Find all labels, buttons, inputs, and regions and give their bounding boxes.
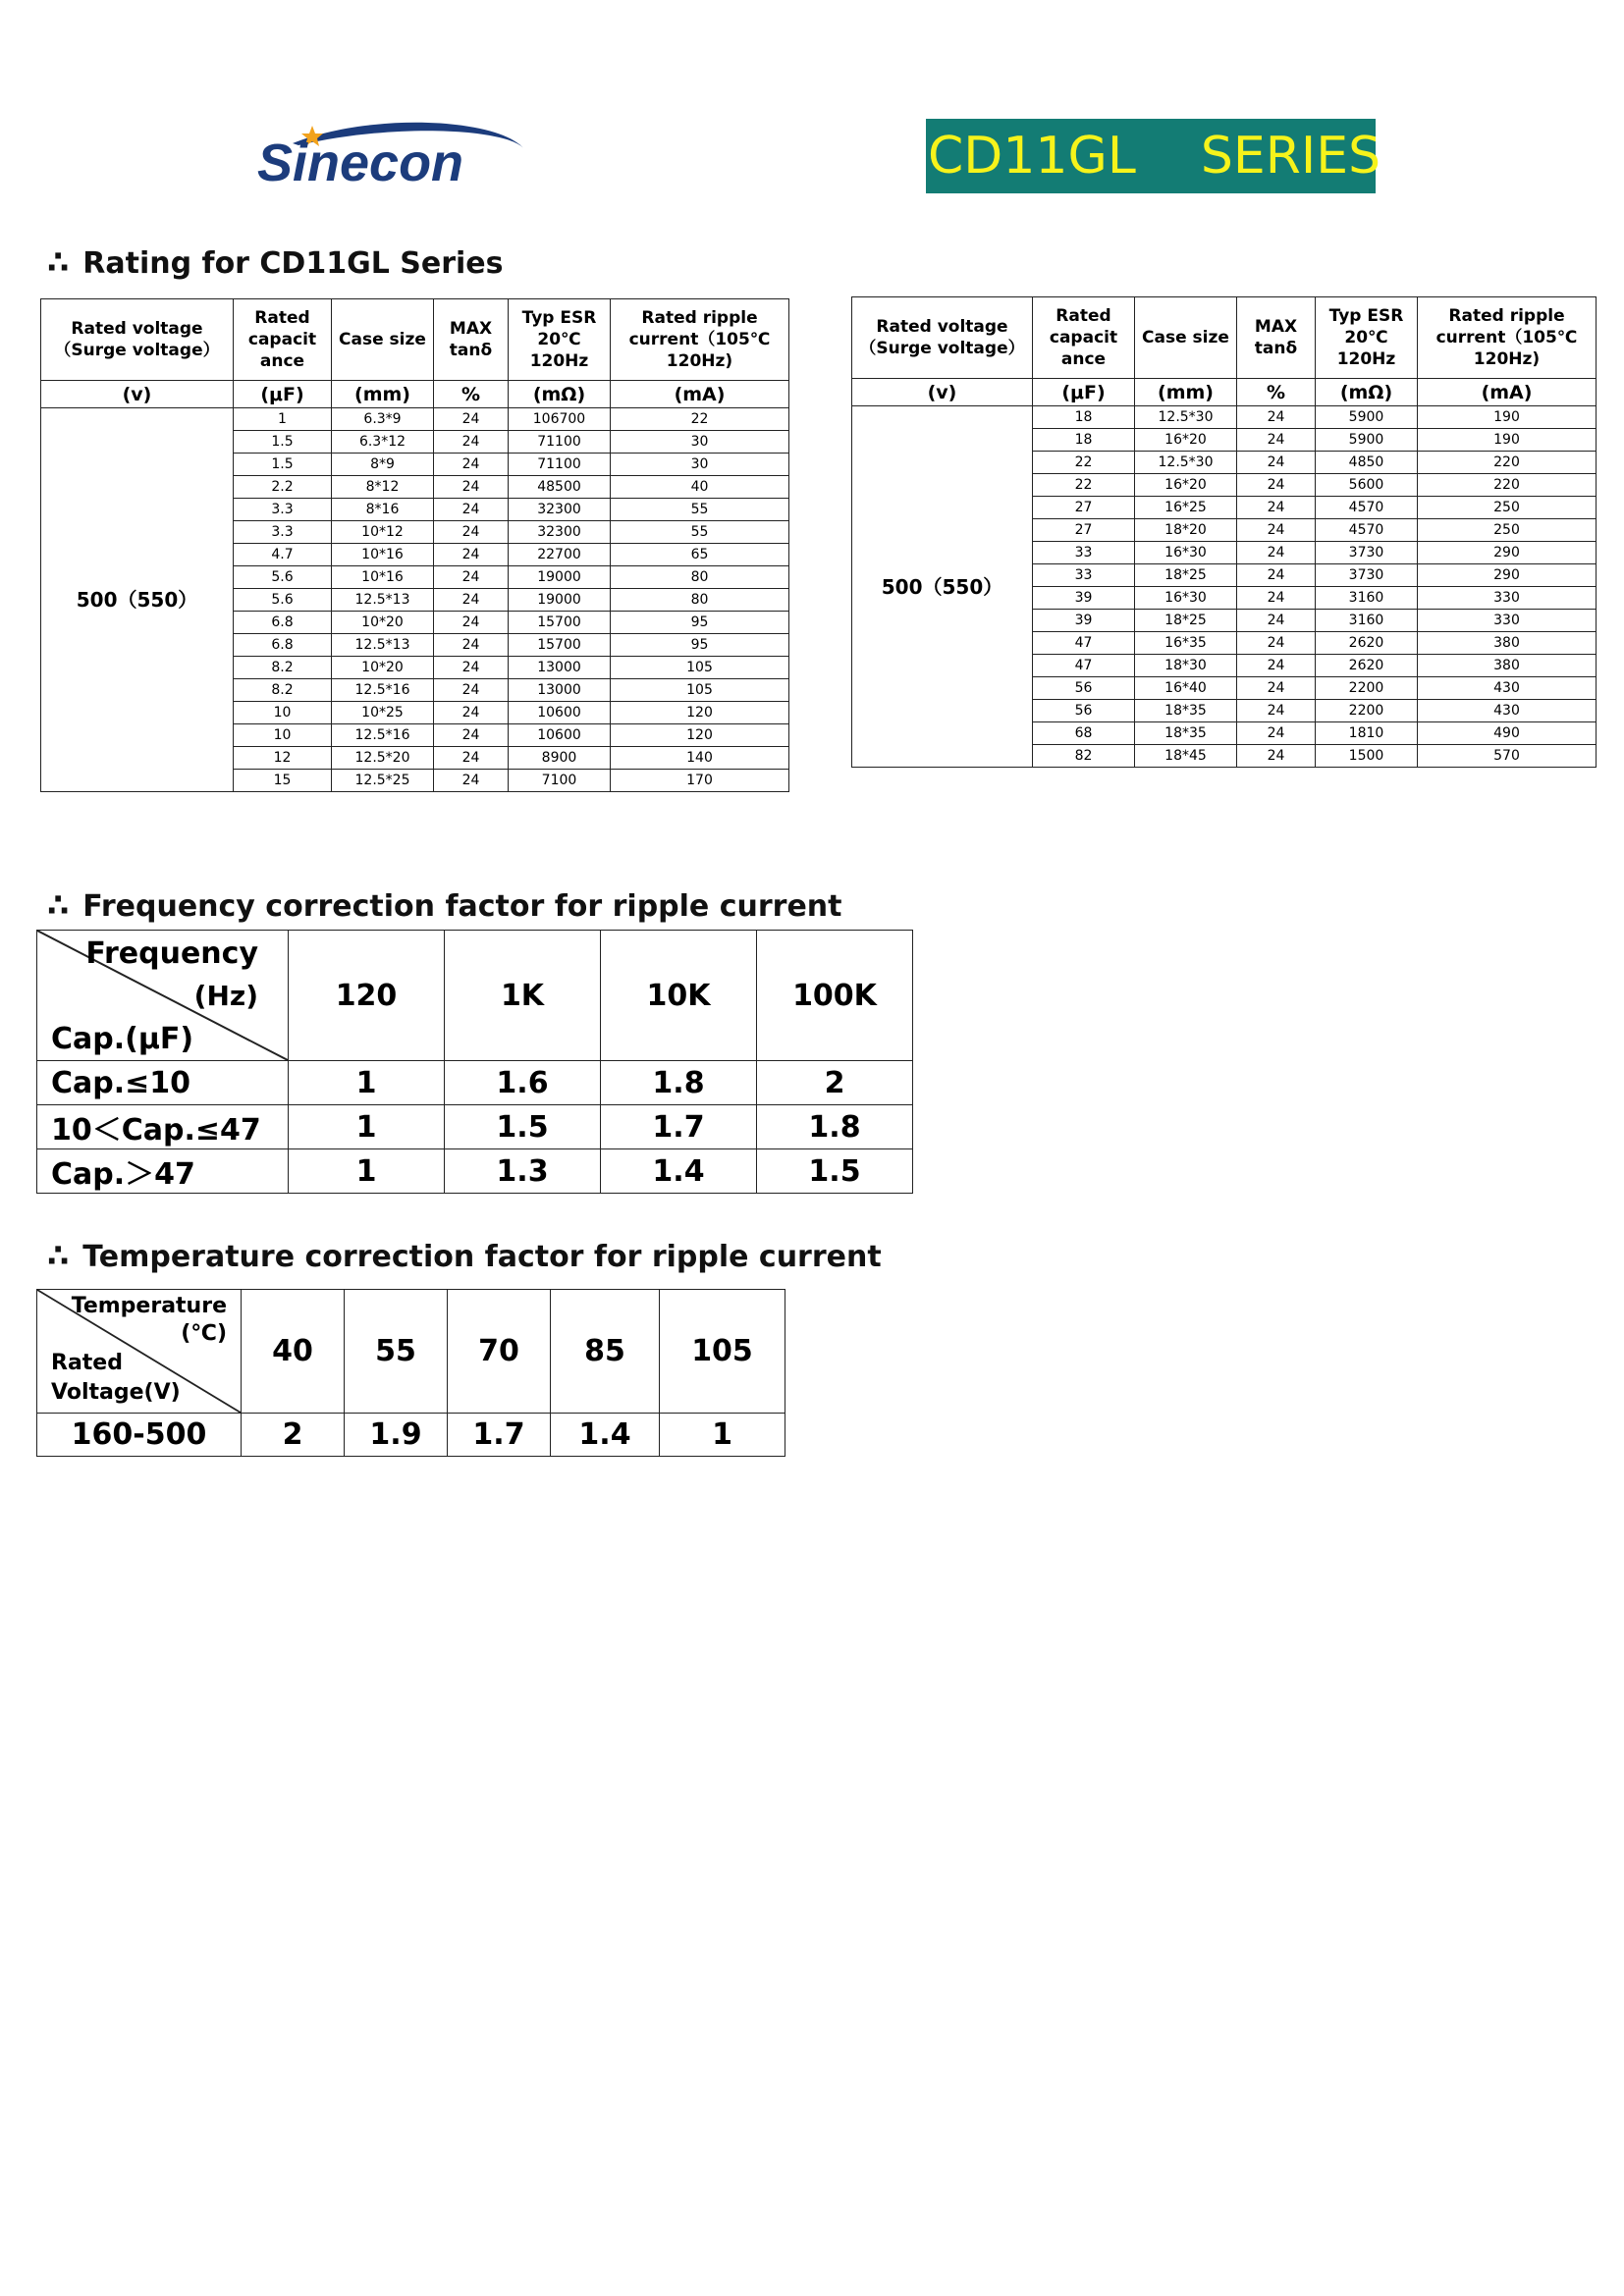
- table-cell: 16*20: [1135, 429, 1237, 452]
- table-cell: 8900: [509, 747, 611, 770]
- table-cell: 12.5*25: [332, 770, 434, 792]
- unit-cell: (v): [41, 381, 234, 408]
- table-cell: 18*25: [1135, 564, 1237, 587]
- table-cell: 2620: [1316, 655, 1418, 677]
- rated-voltage-cell: 500（550）: [852, 406, 1033, 768]
- temperature-corner-cell: [37, 1290, 242, 1414]
- table-cell: 3160: [1316, 587, 1418, 610]
- table-cell: 24: [434, 747, 509, 770]
- table-cell: 3.3: [234, 499, 332, 521]
- table-cell: 1.9: [345, 1414, 448, 1457]
- table-cell: 570: [1418, 745, 1597, 768]
- rating-section-title: [47, 243, 504, 281]
- frequency-corner-top: Frequency: [85, 936, 258, 971]
- column-header: MAX tanδ: [434, 299, 509, 381]
- table-cell: 18*45: [1135, 745, 1237, 768]
- table-cell: 1.4: [551, 1414, 660, 1457]
- temperature-header-row: [37, 1290, 785, 1414]
- table-cell: 24: [434, 657, 509, 679]
- logo-graphic: [253, 116, 530, 194]
- column-header: Typ ESR 20℃ 120Hz: [1316, 297, 1418, 379]
- table-cell: 24: [1237, 632, 1316, 655]
- table-cell: 10*16: [332, 544, 434, 566]
- table-cell: 220: [1418, 452, 1597, 474]
- frequency-correction-table: [36, 930, 913, 1194]
- table-cell: 170: [611, 770, 789, 792]
- frequency-header-row: [37, 931, 913, 1061]
- table-cell: 6.8: [234, 612, 332, 634]
- table-cell: 24: [434, 770, 509, 792]
- column-header: Typ ESR 20℃ 120Hz: [509, 299, 611, 381]
- table-cell: 15: [234, 770, 332, 792]
- table-cell: 24: [434, 634, 509, 657]
- row-label: Cap.＞47: [37, 1149, 289, 1194]
- rating-table-right: [851, 296, 1597, 768]
- table-cell: 30: [611, 454, 789, 476]
- table-cell: 24: [1237, 474, 1316, 497]
- rating-header-row: [41, 299, 789, 381]
- frequency-corner-bottom: Cap.(μF): [51, 1022, 194, 1056]
- table-cell: 56: [1033, 700, 1135, 722]
- rating-title: Rating for CD11GL Series: [82, 246, 504, 281]
- table-cell: 33: [1033, 542, 1135, 564]
- temperature-column-header: 40: [242, 1290, 345, 1414]
- table-cell: 15700: [509, 612, 611, 634]
- table-row: [37, 1061, 913, 1105]
- table-cell: 16*30: [1135, 587, 1237, 610]
- table-cell: 39: [1033, 610, 1135, 632]
- table-cell: 24: [434, 724, 509, 747]
- rating-table-left: [40, 298, 789, 792]
- table-cell: 18: [1033, 406, 1135, 429]
- table-cell: 105: [611, 657, 789, 679]
- table-cell: 290: [1418, 542, 1597, 564]
- table-cell: 22: [611, 408, 789, 431]
- therefore-symbol: ∴: [47, 1237, 70, 1274]
- table-cell: 250: [1418, 497, 1597, 519]
- temperature-corner-mid: (℃): [181, 1321, 227, 1346]
- table-cell: 80: [611, 589, 789, 612]
- table-cell: 250: [1418, 519, 1597, 542]
- table-cell: 24: [434, 589, 509, 612]
- table-cell: 430: [1418, 700, 1597, 722]
- table-cell: 24: [1237, 564, 1316, 587]
- table-row: [37, 1149, 913, 1194]
- unit-cell: (mm): [1135, 379, 1237, 406]
- table-cell: 24: [434, 702, 509, 724]
- rated-voltage-cell: 500（550）: [41, 408, 234, 792]
- table-cell: 12.5*30: [1135, 406, 1237, 429]
- unit-cell: (mΩ): [1316, 379, 1418, 406]
- table-cell: 2: [242, 1414, 345, 1457]
- column-header: Rated voltage （Surge voltage）: [852, 297, 1033, 379]
- table-cell: 8*9: [332, 454, 434, 476]
- column-header: Rated capacit ance: [1033, 297, 1135, 379]
- table-cell: 24: [1237, 429, 1316, 452]
- table-cell: 1.7: [601, 1105, 757, 1149]
- table-cell: 220: [1418, 474, 1597, 497]
- table-cell: 12.5*13: [332, 634, 434, 657]
- table-cell: 6.3*12: [332, 431, 434, 454]
- table-cell: 32300: [509, 499, 611, 521]
- table-cell: 2: [757, 1061, 913, 1105]
- table-cell: 4850: [1316, 452, 1418, 474]
- table-cell: 13000: [509, 679, 611, 702]
- table-cell: 15700: [509, 634, 611, 657]
- table-cell: 18*35: [1135, 700, 1237, 722]
- table-cell: 24: [434, 521, 509, 544]
- table-cell: 24: [1237, 655, 1316, 677]
- table-cell: 1.8: [601, 1061, 757, 1105]
- table-cell: 16*40: [1135, 677, 1237, 700]
- table-cell: 330: [1418, 587, 1597, 610]
- table-cell: 330: [1418, 610, 1597, 632]
- table-cell: 490: [1418, 722, 1597, 745]
- table-cell: 8*12: [332, 476, 434, 499]
- table-cell: 24: [434, 431, 509, 454]
- unit-cell: (mΩ): [509, 381, 611, 408]
- row-label: 160-500: [37, 1414, 242, 1457]
- frequency-corner-cell: [37, 931, 289, 1061]
- frequency-column-header: 100K: [757, 931, 913, 1061]
- table-cell: 71100: [509, 454, 611, 476]
- table-cell: 430: [1418, 677, 1597, 700]
- table-cell: 5.6: [234, 589, 332, 612]
- unit-cell: (mA): [611, 381, 789, 408]
- table-cell: 71100: [509, 431, 611, 454]
- table-cell: 12.5*30: [1135, 452, 1237, 474]
- frequency-column-header: 120: [289, 931, 445, 1061]
- table-cell: 1.4: [601, 1149, 757, 1194]
- frequency-section-title: [47, 886, 842, 924]
- table-cell: 65: [611, 544, 789, 566]
- table-cell: 1.5: [234, 454, 332, 476]
- sinecon-logo: [253, 116, 530, 194]
- column-header: Rated ripple current（105℃ 120Hz): [611, 299, 789, 381]
- table-cell: 120: [611, 724, 789, 747]
- table-cell: 33: [1033, 564, 1135, 587]
- table-cell: 1.5: [757, 1149, 913, 1194]
- table-cell: 24: [1237, 745, 1316, 768]
- table-cell: 27: [1033, 519, 1135, 542]
- rating-unit-row: [41, 381, 789, 408]
- table-cell: 1.6: [445, 1061, 601, 1105]
- table-cell: 1: [234, 408, 332, 431]
- table-cell: 24: [1237, 587, 1316, 610]
- temperature-column-header: 55: [345, 1290, 448, 1414]
- unit-cell: %: [1237, 379, 1316, 406]
- table-cell: 3.3: [234, 521, 332, 544]
- table-cell: 2.2: [234, 476, 332, 499]
- frequency-corner-mid: (Hz): [193, 980, 258, 1012]
- table-row: [41, 408, 789, 431]
- therefore-symbol: ∴: [47, 243, 70, 281]
- column-header: Rated ripple current（105℃ 120Hz): [1418, 297, 1597, 379]
- table-cell: 1: [289, 1061, 445, 1105]
- table-cell: 380: [1418, 655, 1597, 677]
- table-cell: 24: [1237, 406, 1316, 429]
- table-cell: 12: [234, 747, 332, 770]
- table-cell: 5600: [1316, 474, 1418, 497]
- table-cell: 380: [1418, 632, 1597, 655]
- column-header: Rated capacit ance: [234, 299, 332, 381]
- table-cell: 12.5*13: [332, 589, 434, 612]
- table-cell: 24: [434, 544, 509, 566]
- table-cell: 16*25: [1135, 497, 1237, 519]
- temperature-corner-bottom2: Voltage(V): [51, 1380, 181, 1405]
- table-cell: 3730: [1316, 542, 1418, 564]
- table-cell: 24: [434, 679, 509, 702]
- table-cell: 1500: [1316, 745, 1418, 768]
- table-cell: 18: [1033, 429, 1135, 452]
- frequency-title: Frequency correction factor for ripple current: [82, 889, 842, 924]
- table-row: [852, 406, 1597, 429]
- unit-cell: (v): [852, 379, 1033, 406]
- table-cell: 10*20: [332, 657, 434, 679]
- table-cell: 106700: [509, 408, 611, 431]
- table-cell: 95: [611, 634, 789, 657]
- frequency-column-header: 1K: [445, 931, 601, 1061]
- table-cell: 8*16: [332, 499, 434, 521]
- temperature-corner-bottom1: Rated: [51, 1351, 123, 1375]
- table-cell: 24: [434, 499, 509, 521]
- table-cell: 2200: [1316, 700, 1418, 722]
- table-cell: 24: [434, 566, 509, 589]
- table-cell: 32300: [509, 521, 611, 544]
- table-cell: 22: [1033, 474, 1135, 497]
- table-cell: 6.3*9: [332, 408, 434, 431]
- table-cell: 18*35: [1135, 722, 1237, 745]
- table-cell: 30: [611, 431, 789, 454]
- table-cell: 47: [1033, 632, 1135, 655]
- table-cell: 18*25: [1135, 610, 1237, 632]
- row-label: Cap.≤10: [37, 1061, 289, 1105]
- table-cell: 22700: [509, 544, 611, 566]
- table-cell: 55: [611, 499, 789, 521]
- table-cell: 1: [289, 1105, 445, 1149]
- table-cell: 2200: [1316, 677, 1418, 700]
- table-cell: 2620: [1316, 632, 1418, 655]
- table-cell: 1.7: [448, 1414, 551, 1457]
- table-cell: 19000: [509, 589, 611, 612]
- table-cell: 80: [611, 566, 789, 589]
- table-cell: 16*20: [1135, 474, 1237, 497]
- table-cell: 1810: [1316, 722, 1418, 745]
- table-cell: 190: [1418, 406, 1597, 429]
- table-cell: 1.5: [445, 1105, 601, 1149]
- column-header: Case size: [1135, 297, 1237, 379]
- table-cell: 40: [611, 476, 789, 499]
- table-cell: 10*12: [332, 521, 434, 544]
- table-cell: 19000: [509, 566, 611, 589]
- table-cell: 1.8: [757, 1105, 913, 1149]
- row-label: 10＜Cap.≤47: [37, 1105, 289, 1149]
- table-cell: 95: [611, 612, 789, 634]
- table-cell: 39: [1033, 587, 1135, 610]
- table-cell: 1.3: [445, 1149, 601, 1194]
- table-cell: 10*16: [332, 566, 434, 589]
- unit-cell: %: [434, 381, 509, 408]
- table-cell: 24: [1237, 519, 1316, 542]
- table-cell: 5.6: [234, 566, 332, 589]
- table-cell: 5900: [1316, 406, 1418, 429]
- table-cell: 290: [1418, 564, 1597, 587]
- table-cell: 24: [434, 476, 509, 499]
- rating-unit-row: [852, 379, 1597, 406]
- table-cell: 10: [234, 724, 332, 747]
- series-badge: CD11GL SERIES: [926, 119, 1376, 193]
- column-header: MAX tanδ: [1237, 297, 1316, 379]
- table-cell: 8.2: [234, 657, 332, 679]
- table-cell: 4570: [1316, 497, 1418, 519]
- unit-cell: (μF): [1033, 379, 1135, 406]
- table-cell: 24: [1237, 542, 1316, 564]
- table-cell: 24: [1237, 677, 1316, 700]
- table-cell: 120: [611, 702, 789, 724]
- table-cell: 5900: [1316, 429, 1418, 452]
- table-cell: 82: [1033, 745, 1135, 768]
- table-cell: 12.5*20: [332, 747, 434, 770]
- table-cell: 24: [1237, 700, 1316, 722]
- table-cell: 55: [611, 521, 789, 544]
- table-cell: 12.5*16: [332, 679, 434, 702]
- table-cell: 24: [434, 612, 509, 634]
- table-cell: 47: [1033, 655, 1135, 677]
- table-cell: 1: [660, 1414, 785, 1457]
- table-cell: 12.5*16: [332, 724, 434, 747]
- therefore-symbol: ∴: [47, 886, 70, 924]
- table-cell: 18*20: [1135, 519, 1237, 542]
- table-cell: 3730: [1316, 564, 1418, 587]
- table-cell: 56: [1033, 677, 1135, 700]
- unit-cell: (mA): [1418, 379, 1597, 406]
- column-header: Case size: [332, 299, 434, 381]
- table-cell: 3160: [1316, 610, 1418, 632]
- table-cell: 1: [289, 1149, 445, 1194]
- table-cell: 68: [1033, 722, 1135, 745]
- table-cell: 10600: [509, 724, 611, 747]
- table-cell: 10*25: [332, 702, 434, 724]
- table-cell: 140: [611, 747, 789, 770]
- unit-cell: (mm): [332, 381, 434, 408]
- table-cell: 24: [1237, 722, 1316, 745]
- table-cell: 27: [1033, 497, 1135, 519]
- table-cell: 7100: [509, 770, 611, 792]
- temperature-title: Temperature correction factor for ripple current: [82, 1240, 882, 1274]
- table-cell: 190: [1418, 429, 1597, 452]
- table-cell: 13000: [509, 657, 611, 679]
- table-cell: 48500: [509, 476, 611, 499]
- table-cell: 6.8: [234, 634, 332, 657]
- temperature-section-title: [47, 1237, 882, 1274]
- table-row: [37, 1414, 785, 1457]
- temperature-corner-top: Temperature: [71, 1294, 227, 1318]
- table-cell: 4.7: [234, 544, 332, 566]
- column-header: Rated voltage （Surge voltage）: [41, 299, 234, 381]
- table-cell: 10: [234, 702, 332, 724]
- table-cell: 10600: [509, 702, 611, 724]
- table-cell: 24: [434, 454, 509, 476]
- table-cell: 16*30: [1135, 542, 1237, 564]
- temperature-column-header: 105: [660, 1290, 785, 1414]
- unit-cell: (μF): [234, 381, 332, 408]
- table-cell: 105: [611, 679, 789, 702]
- frequency-column-header: 10K: [601, 931, 757, 1061]
- table-cell: 4570: [1316, 519, 1418, 542]
- table-row: [37, 1105, 913, 1149]
- temperature-column-header: 85: [551, 1290, 660, 1414]
- table-cell: 16*35: [1135, 632, 1237, 655]
- table-cell: 24: [1237, 497, 1316, 519]
- rating-header-row: [852, 297, 1597, 379]
- temperature-correction-table: [36, 1289, 785, 1457]
- logo-text: Sinecon: [257, 133, 464, 192]
- temperature-column-header: 70: [448, 1290, 551, 1414]
- table-cell: 24: [1237, 452, 1316, 474]
- table-cell: 24: [434, 408, 509, 431]
- table-cell: 18*30: [1135, 655, 1237, 677]
- table-cell: 22: [1033, 452, 1135, 474]
- table-cell: 10*20: [332, 612, 434, 634]
- table-cell: 1.5: [234, 431, 332, 454]
- table-cell: 24: [1237, 610, 1316, 632]
- table-cell: 8.2: [234, 679, 332, 702]
